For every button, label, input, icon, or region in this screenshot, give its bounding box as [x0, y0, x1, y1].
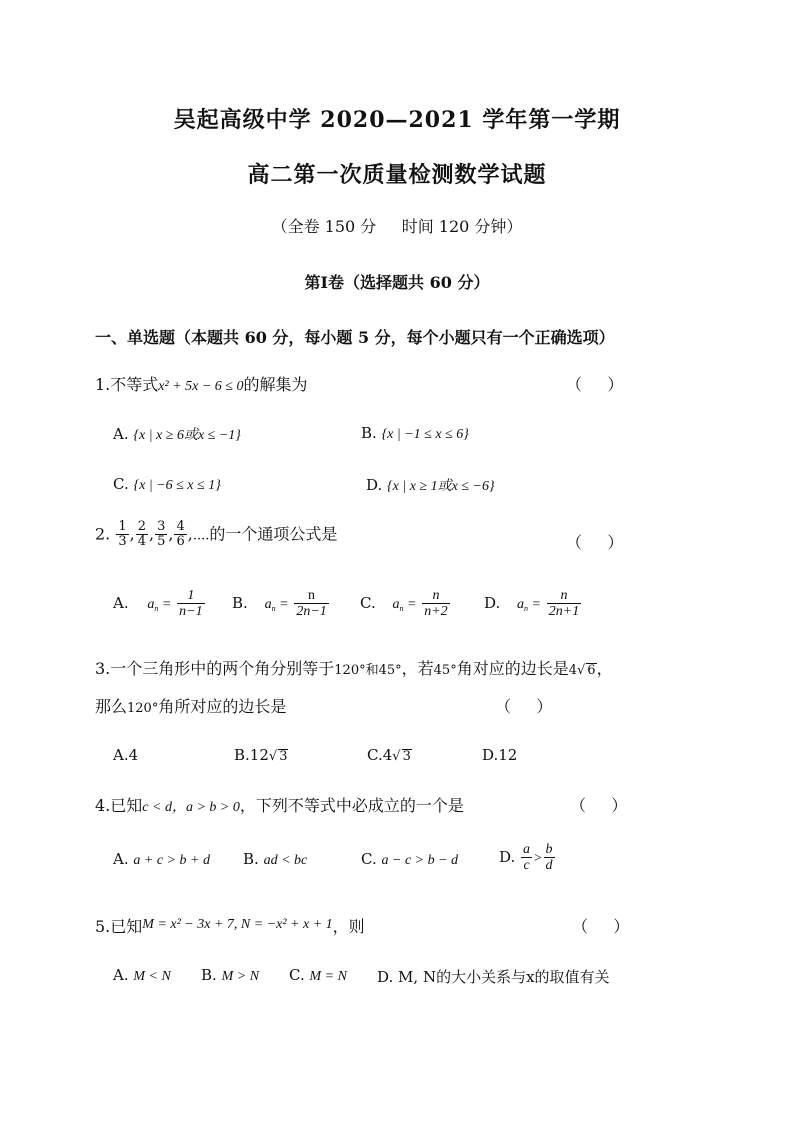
question-number: 1. — [95, 375, 111, 394]
sequence-term-4: $\frac{4}{6}$ — [176, 519, 185, 550]
option-text: 4 — [128, 746, 139, 764]
option-label: A. — [113, 746, 129, 764]
option-3d[interactable] — [482, 746, 517, 764]
option-lhs: $a_n$ = — [147, 596, 172, 613]
question-3-line2 — [95, 694, 286, 717]
option-fraction: $\frac{n}{2n-1}$ — [296, 588, 327, 620]
option-2b[interactable] — [232, 588, 330, 620]
option-4b[interactable] — [243, 850, 307, 869]
sequence-term-1: $\frac{1}{3}$ — [118, 519, 127, 550]
sqrt-sign: √ — [577, 663, 586, 678]
question-stem-math: x² + 5x − 6 ≤ 0 — [158, 379, 244, 394]
sqrt-sign: √ — [392, 749, 401, 764]
question-stem-prefix: 不等式 — [110, 375, 159, 394]
question-5 — [95, 914, 365, 937]
question-stem-suffix: 的解集为 — [243, 375, 308, 394]
option-5c[interactable] — [289, 966, 347, 985]
option-5a[interactable] — [113, 966, 171, 985]
option-text: {x | x ≥ 6或x ≤ −1} — [133, 428, 241, 443]
option-label: C. — [113, 475, 129, 493]
question-stem-suffix: ，则 — [332, 917, 365, 936]
option-5b[interactable] — [201, 966, 259, 985]
question-number: 4. — [95, 796, 111, 815]
option-text: M = N — [309, 969, 347, 984]
option-fraction: $\frac{n}{n+2}$ — [424, 588, 448, 620]
option-2c[interactable] — [360, 588, 451, 620]
question-number: 5. — [95, 917, 111, 936]
option-label: C. — [360, 593, 376, 612]
option-label: A. — [113, 593, 129, 612]
greater-than-sign: > — [533, 850, 543, 866]
sequence-term-3: $\frac{3}{5}$ — [157, 519, 166, 550]
option-1b[interactable] — [361, 424, 469, 443]
ellipsis: .... — [192, 528, 210, 544]
sequence-term-2: $\frac{2}{4}$ — [137, 519, 147, 550]
answer-blank[interactable]: （ ） — [570, 796, 628, 815]
option-3a[interactable] — [113, 746, 138, 764]
option-text: M < N — [133, 969, 171, 984]
radicand: 3 — [279, 749, 288, 764]
angle-value: 120° — [127, 701, 159, 716]
option-4a[interactable] — [113, 850, 210, 869]
question-stem-math: c < d，a > b > 0 — [142, 800, 240, 815]
question-stem-math: M = x² − 3x + 7, N = −x² + x + 1 — [142, 917, 333, 932]
option-text: M > N — [221, 969, 260, 984]
option-fraction-right: $\frac{b}{d}$ — [545, 842, 553, 874]
question-stem-prefix: 已知 — [110, 796, 143, 815]
stem-text: ， — [596, 659, 613, 678]
option-label: D. — [499, 847, 516, 866]
question-1 — [95, 372, 308, 395]
option-label: D. — [366, 476, 383, 494]
option-text: {x | −1 ≤ x ≤ 6} — [381, 427, 469, 442]
stem-text: 角对应的边长是 — [456, 659, 569, 678]
option-label: B. — [361, 424, 377, 442]
volume-heading: 第Ⅰ卷（选择题共 60 分） — [304, 273, 490, 292]
sqrt-sign: √ — [268, 749, 278, 764]
option-label: D. — [482, 746, 499, 764]
option-label: A. — [113, 966, 129, 984]
answer-blank[interactable]: （ ） — [572, 917, 630, 936]
option-4d[interactable] — [499, 842, 556, 874]
answer-blank[interactable]: （ ） — [566, 375, 624, 394]
option-label: B. — [201, 966, 217, 984]
option-label: C. — [289, 966, 305, 984]
option-fraction: $\frac{n}{2n+1}$ — [548, 588, 580, 620]
option-text: 4 — [382, 746, 393, 764]
radicand: 6 — [587, 663, 596, 678]
option-label: B. — [232, 593, 248, 612]
option-label: D. — [484, 593, 501, 612]
option-3b[interactable] — [234, 746, 288, 764]
option-lhs: $a_n$ = — [392, 596, 417, 613]
option-text: {x | −6 ≤ x ≤ 1} — [133, 478, 221, 493]
option-label: A. — [113, 850, 129, 868]
option-text: a − c > b − d — [381, 853, 459, 868]
option-label: B. — [234, 746, 250, 764]
stem-text: 一个三角形中的两个角分别等于 — [110, 659, 335, 678]
option-label: A. — [113, 425, 129, 443]
option-text: a + c > b + d — [133, 853, 210, 868]
exam-title-line2: 高二第一次质量检测数学试题 — [247, 162, 547, 188]
option-fraction: $\frac{1}{n-1}$ — [179, 588, 203, 620]
option-text: {x | x ≥ 1或x ≤ −6} — [387, 479, 495, 494]
exam-meta: （全卷 150 分 时间 120 分钟） — [271, 217, 523, 236]
radicand: 3 — [402, 749, 411, 764]
option-label: B. — [243, 850, 259, 868]
option-text: M, N的大小关系与x的取值有关 — [398, 968, 610, 986]
angle-value: 45° — [433, 663, 457, 678]
question-number: 2. — [95, 524, 111, 544]
question-stem-prefix: 已知 — [110, 917, 143, 936]
answer-blank[interactable]: （ ） — [495, 697, 553, 716]
option-lhs: $a_n$ = — [517, 596, 541, 613]
option-1c[interactable] — [113, 475, 221, 494]
option-fraction-left: $\frac{a}{c}$ — [523, 842, 531, 874]
option-2d[interactable] — [484, 588, 582, 620]
answer-blank[interactable]: （ ） — [566, 533, 624, 552]
option-text: 12 — [249, 746, 269, 764]
stem-text: 角所对应的边长是 — [158, 697, 287, 716]
option-4c[interactable] — [361, 850, 458, 869]
option-label: C. — [361, 850, 377, 868]
option-5d[interactable] — [377, 966, 610, 987]
stem-text: ，若 — [401, 659, 434, 678]
option-1a[interactable] — [113, 424, 241, 444]
option-3c[interactable] — [367, 746, 412, 764]
section-heading: 一、单选题（本题共 60 分，每小题 5 分，每个小题只有一个正确选项） — [95, 328, 615, 347]
option-label: D. — [377, 968, 394, 986]
option-text: ad < bc — [263, 853, 308, 868]
question-number: 3. — [95, 659, 111, 678]
angle-values: 120°和45° — [334, 663, 402, 678]
option-text: 12 — [498, 746, 518, 764]
option-lhs: $a_n$ = — [264, 596, 289, 613]
question-2: 2. $\frac{1}{3}$ , $\frac{2}{4}$ , $\frac{3}{5}$ , $\frac{4}{6}$ ,....的一个通项公式是 — [95, 519, 338, 550]
side-coefficient: 4 — [568, 663, 577, 678]
stem-text: 那么 — [95, 697, 128, 716]
option-1d[interactable] — [366, 475, 495, 495]
exam-title-line1: 吴起高级中学 2020—2021 学年第一学期 — [173, 107, 621, 133]
question-4 — [95, 793, 464, 816]
option-label: C. — [367, 746, 383, 764]
question-stem-suffix: ，下列不等式中必成立的一个是 — [239, 796, 464, 815]
option-2a[interactable] — [113, 588, 206, 620]
question-stem-suffix: 的一个通项公式是 — [209, 524, 338, 544]
question-3-line1 — [95, 656, 613, 679]
